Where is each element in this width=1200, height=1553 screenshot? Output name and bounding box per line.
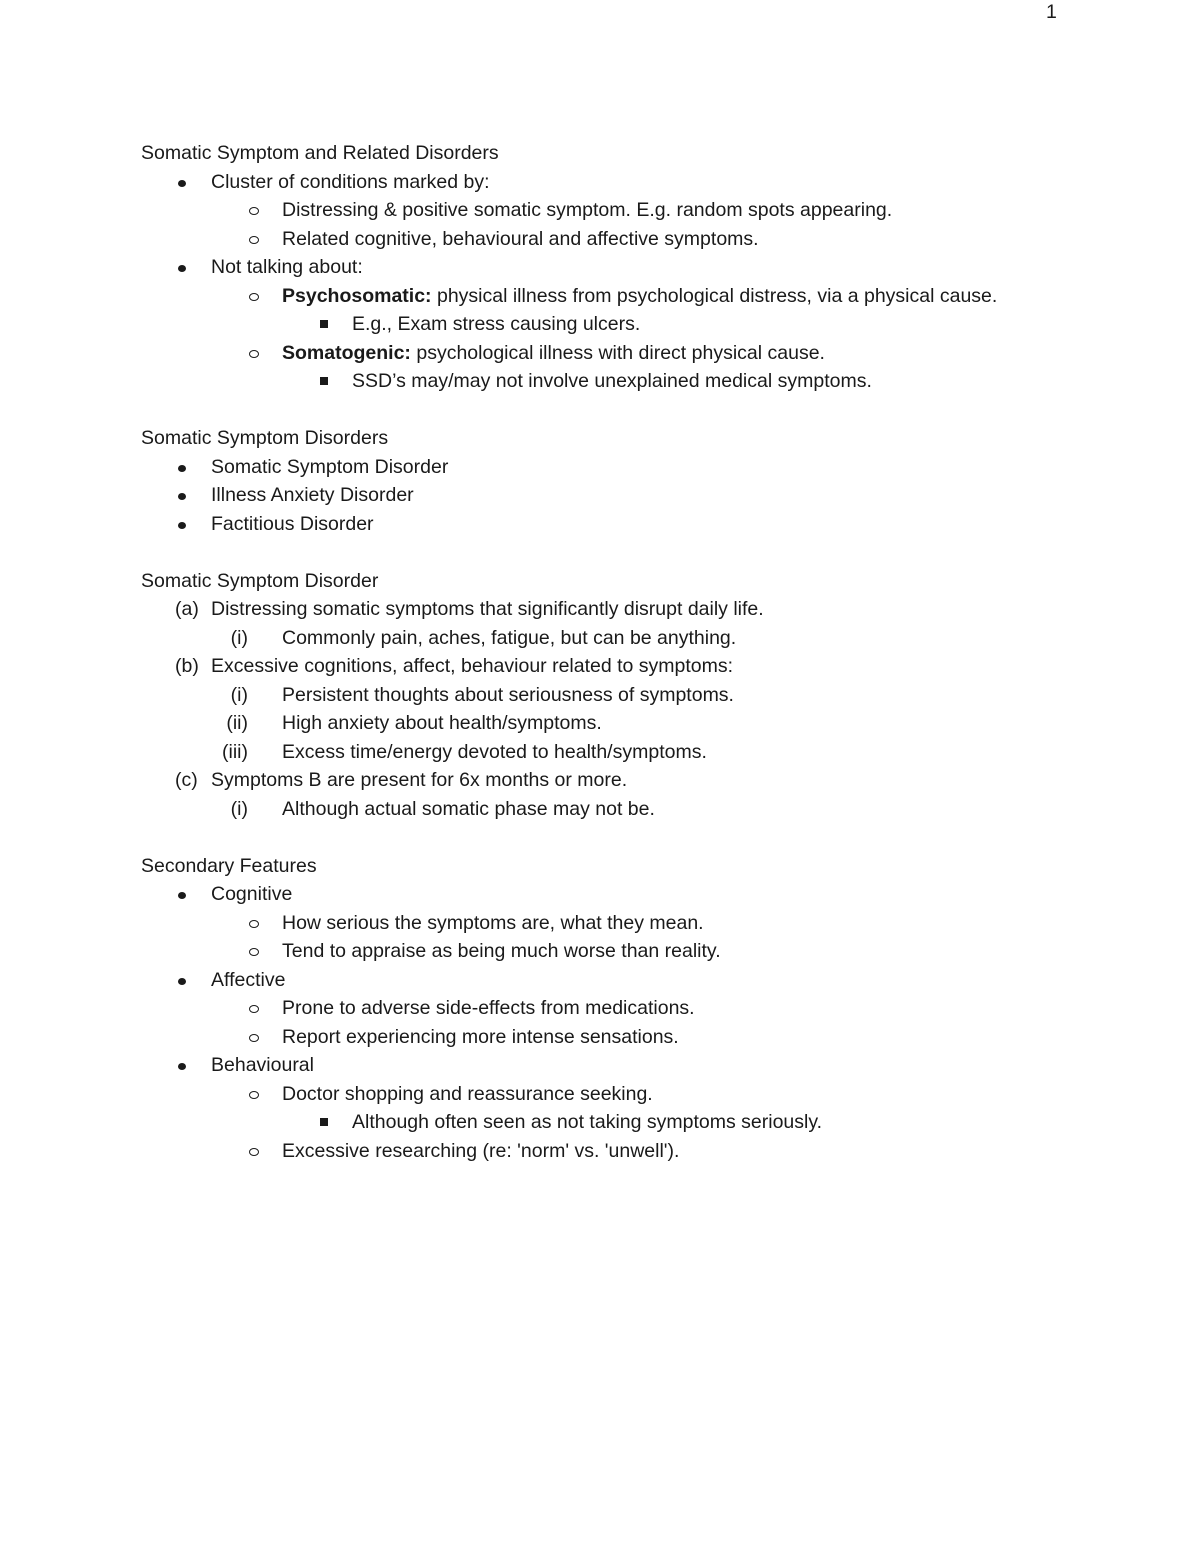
list-item: (i) Persistent thoughts about seriousness of symptoms.: [141, 681, 1041, 710]
document-body: [141, 139, 1041, 1165]
list-item: Related cognitive, behavioural and affective symptoms.: [141, 225, 1041, 254]
section-heading: Somatic Symptom Disorder: [141, 569, 379, 592]
bullet-circle-icon: [249, 948, 259, 956]
bullet-disc-icon: [178, 1063, 186, 1070]
bullet-square-icon: [320, 320, 328, 328]
bullet-circle-icon: [249, 1148, 259, 1156]
list-item: Somatic Symptom Disorder: [141, 453, 1041, 482]
list-item: How serious the symptoms are, what they mean.: [141, 909, 1041, 938]
list-label: (c): [175, 769, 198, 791]
bullet-square-icon: [320, 1118, 328, 1126]
list-item: Not talking about:: [141, 253, 1041, 282]
bullet-circle-icon: [249, 350, 259, 358]
bullet-disc-icon: [178, 265, 186, 272]
list-label: (i): [230, 626, 248, 649]
bullet-disc-icon: [178, 522, 186, 529]
list-item: Excessive researching (re: 'norm' vs. 'unwell').: [141, 1137, 1041, 1166]
list-label: (i): [230, 797, 248, 820]
bullet-disc-icon: [178, 978, 186, 985]
list-item: Prone to adverse side-effects from medications.: [141, 994, 1041, 1023]
list-item: Somatogenic: psychological illness with direct physical cause.: [141, 339, 1041, 368]
list-label: (iii): [222, 740, 248, 763]
list-item: (b) Excessive cognitions, affect, behaviour related to symptoms:: [141, 652, 1041, 681]
list-item: (i) Commonly pain, aches, fatigue, but can be anything.: [141, 624, 1041, 653]
bullet-square-icon: [320, 377, 328, 385]
list-item: Psychosomatic: physical illness from psychological distress, via a physical cause.: [141, 282, 1142, 311]
bullet-circle-icon: [249, 1091, 259, 1099]
bullet-circle-icon: [249, 207, 259, 215]
section-heading: Secondary Features: [141, 854, 317, 877]
list-label: (i): [230, 683, 248, 706]
list-item: Report experiencing more intense sensations.: [141, 1023, 1041, 1052]
bullet-circle-icon: [249, 236, 259, 244]
list-item: Affective: [141, 966, 1041, 995]
bullet-circle-icon: [249, 920, 259, 928]
term-somatogenic: Somatogenic:: [282, 341, 411, 364]
list-label: (b): [175, 655, 199, 677]
page-number: 1: [1046, 1, 1057, 23]
bullet-disc-icon: [178, 892, 186, 899]
list-item: Although often seen as not taking symptoms seriously.: [141, 1108, 1041, 1137]
list-item: Tend to appraise as being much worse than reality.: [141, 937, 1041, 966]
bullet-disc-icon: [178, 180, 186, 187]
section-heading: Somatic Symptom and Related Disorders: [141, 142, 499, 164]
list-label: (ii): [226, 712, 248, 734]
bullet-disc-icon: [178, 493, 186, 500]
section-heading: Somatic Symptom Disorders: [141, 427, 389, 449]
list-item: Doctor shopping and reassurance seeking.: [141, 1080, 1041, 1109]
list-item: SSD’s may/may not involve unexplained medical symptoms.: [141, 367, 1041, 396]
list-item: Factitious Disorder: [141, 510, 1041, 539]
bullet-circle-icon: [249, 1005, 259, 1013]
list-item: (i) Although actual somatic phase may not be.: [141, 795, 1041, 824]
list-item: (c) Symptoms B are present for 6x months or more.: [141, 766, 1041, 795]
bullet-disc-icon: [178, 465, 186, 472]
list-item: (iii) Excess time/energy devoted to health/symptoms.: [141, 738, 1041, 767]
bullet-circle-icon: [249, 293, 259, 301]
list-item: Distressing & positive somatic symptom. E.g. random spots appearing.: [141, 196, 1041, 225]
list-item: Cognitive: [141, 880, 1041, 909]
list-item: Cluster of conditions marked by:: [141, 168, 1041, 197]
list-label: (a): [175, 598, 199, 620]
list-item: E.g., Exam stress causing ulcers.: [141, 310, 1041, 339]
list-item: (ii) High anxiety about health/symptoms.: [141, 709, 1041, 738]
list-item: Illness Anxiety Disorder: [141, 481, 1041, 510]
term-psychosomatic: Psychosomatic:: [282, 284, 432, 307]
list-item: Behavioural: [141, 1051, 1041, 1080]
bullet-circle-icon: [249, 1034, 259, 1042]
list-item: (a) Distressing somatic symptoms that significantly disrupt daily life.: [141, 595, 1041, 624]
